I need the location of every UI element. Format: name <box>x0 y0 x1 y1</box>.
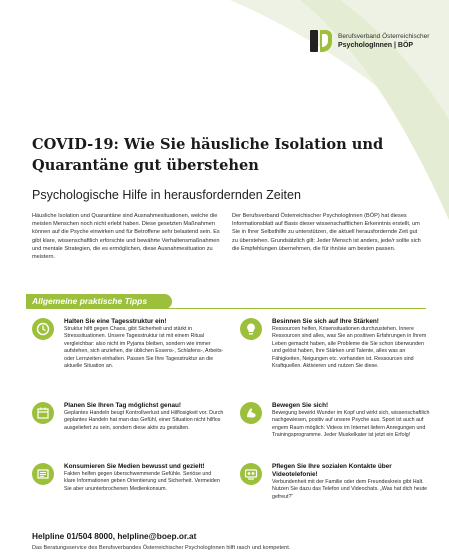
tip-text: Fakten helfen gegen überschwemmende Gefühle. Seriöse und klare Informationen geben Orientierung und Sicherheit. Vermeiden Sie aber ununterbrochenen Medienkonsum. <box>64 471 220 492</box>
helpline-subtext: Das Beratungsservice des Berufsverbandes Österreichischer PsychologInnen hilft rasch und kompetent. <box>32 545 291 551</box>
tip-text: Struktur hilft gegen Chaos, gibt Sicherheit und stärkt in Stresssituationen. Unsere Tagesstruktur ist mit einem Ritual vergleichbar: also nicht im Pyjama bleiben, sondern wie immer aufstehen, sich anziehen, die üblichen Essens-, Schlafens-, Arbeits- oder Lernzeiten einhalten. Passen Sie Ihre Tagesstruktur an die aktuelle Situation an. <box>64 326 224 370</box>
tip-text: Geplantes Handeln beugt Kontrollverlust und Hilflosigkeit vor. Durch geplantes Handeln hat man das Gefühl, einer Situation nicht hilflos ausgeliefert zu sein, sondern diese aktiv zu gestalten. <box>64 410 224 431</box>
muscle-icon <box>240 402 262 424</box>
helpline: Helpline 01/504 8000, helpline@boep.or.at <box>32 531 197 541</box>
clock-icon <box>32 318 54 340</box>
tip-text: Ressourcen helfen, Krisensituationen durchzustehen. Innere Ressourcen sind alles, was Sie an positiven Erfahrungen in Ihrem Leben gemacht haben, alle Probleme die Sie schon überwunden und gelöst haben, Ihre Stärken und Talente, alles was an Fähigkeiten, Neigungen etc. vorhanden ist. Ressourcen sind Kraftquellen. Aktivieren und nutzen Sie diese. <box>272 326 427 370</box>
logo-icon <box>308 28 334 54</box>
video-call-icon <box>240 463 262 485</box>
tip-title: Konsumieren Sie Medien bewusst und gezielt! <box>64 463 205 470</box>
tip-title: Besinnen Sie sich auf Ihre Stärken! <box>272 318 379 325</box>
tip-title: Planen Sie Ihren Tag möglichst genau! <box>64 402 182 409</box>
page-subtitle: Psychologische Hilfe in herausfordernden Zeiten <box>32 188 301 202</box>
tip-text: Verbundenheit mit der Familie oder dem Freundeskreis gibt Halt. Nutzen Sie dazu das Telefon und Videochats. „Was hat dich heute gefreut?“ <box>272 479 428 500</box>
newspaper-icon <box>32 463 54 485</box>
boep-logo <box>308 28 429 54</box>
section-label: Allgemeine praktische Tipps <box>32 296 148 306</box>
section-banner <box>26 294 172 309</box>
tip-title: Bewegen Sie sich! <box>272 402 329 409</box>
intro-left: Häusliche Isolation und Quarantäne sind Ausnahmesituationen, welche die meisten Menschen noch nicht erlebt haben. Diese gesetzten Maßnahmen können auf die Psyche einwirken und für Betroffene sehr belastend sein. Es gibt klare, wissenschaftlich erforschte und bewährte Verhaltensmaßnahmen und mentale Strategien, die es ermöglichen, diese Ausnahmesituation zu meistern. <box>32 213 220 261</box>
intro-right: Der Berufsverband Österreichischer PsychologInnen (BÖP) hat dieses Informationsblatt auf Basis dieser wissenschaftlichen Erkenntnis erstellt, um Sie in Ihrer Selbsthilfe zu unterstützen, die aktuell herausfordernde Zeit gut zu überstehen. Grundsätzlich gilt: Jeder Mensch ist anders, jede/r sollte sich die Empfehlungen übernehmen, die für ihn/sie am besten passen. <box>232 213 421 252</box>
logo-line-2: PsychologInnen | BÖP <box>338 42 414 49</box>
section-divider <box>26 308 426 309</box>
tip-title: Pflegen Sie Ihre sozialen Kontakte über Videotelefonie! <box>272 463 392 478</box>
page-title: COVID-19: Wie Sie häusliche Isolation und Quarantäne gut überstehen <box>32 136 384 174</box>
lightbulb-icon <box>240 318 262 340</box>
tip-text: Bewegung bewirkt Wunder im Kopf und wirkt sich, wissenschaftlich nachgewiesen, positiv auf unsere Psyche aus. Sport ist auch auf engem Raum möglich: Videos im Internet liefern Anregungen und Trainingsprogramme. Jeder Muskelkater ist jetzt ein Erfolg! <box>272 410 430 439</box>
calendar-icon <box>32 402 54 424</box>
tip-title: Halten Sie eine Tagesstruktur ein! <box>64 318 167 325</box>
logo-line-1: Berufsverband Österreichischer <box>338 33 430 40</box>
